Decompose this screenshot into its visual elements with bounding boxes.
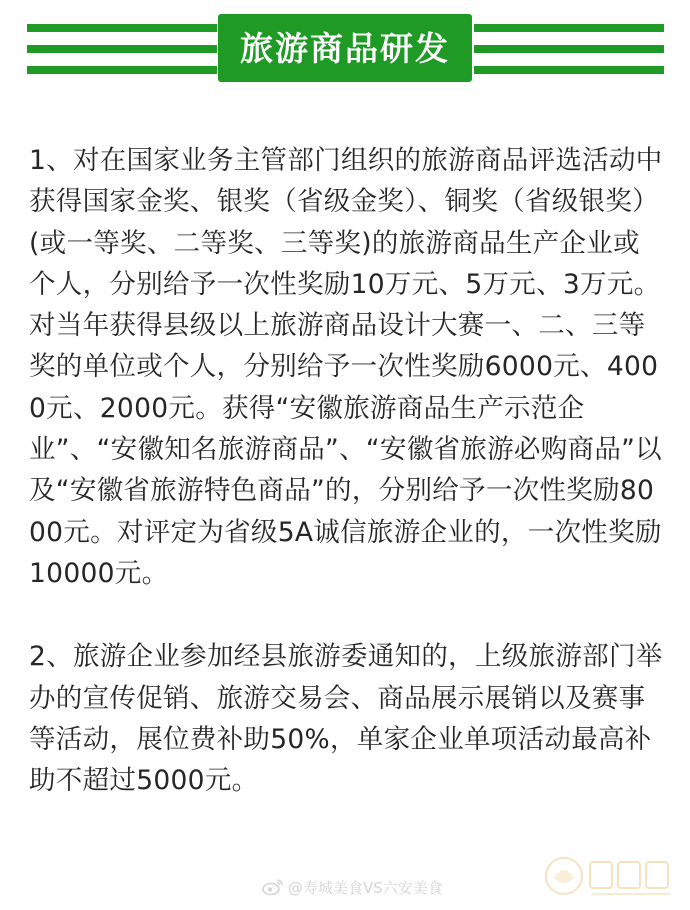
decorative-stripe xyxy=(27,24,217,32)
article-body xyxy=(29,140,665,801)
section-header-banner xyxy=(0,14,690,84)
section-title: 旅游商品研发 xyxy=(240,28,450,68)
section-title-box xyxy=(218,14,472,82)
weibo-watermark xyxy=(262,875,443,899)
weibo-icon xyxy=(262,878,284,896)
decorative-stripe xyxy=(474,66,664,74)
decorative-stripe xyxy=(27,45,217,53)
weibo-watermark-text: @寿城美食VS六安美食 xyxy=(288,878,443,897)
faded-logo-watermark xyxy=(540,848,685,903)
decorative-stripe xyxy=(474,45,664,53)
decorative-stripe xyxy=(27,66,217,74)
paragraph-2: 2、旅游企业参加经县旅游委通知的，上级旅游部门举办的宣传促销、旅游交易会、商品展示展销以及赛事等活动，展位费补助50%，单家企业单项活动最高补助不超过5000元。 xyxy=(29,641,663,797)
paragraph-1: 1、对在国家业务主管部门组织的旅游商品评选活动中获得国家金奖、银奖（省级金奖）、铜奖（省级银奖）(或一等奖、二等奖、三等奖)的旅游商品生产企业或个人，分别给予一次性奖励10万元、5万元、3万元。对当年获得县级以上旅游商品设计大赛一、二、三等奖的单位或个人，分别给予一次性奖励6000元、4000元、2000元。获得“安徽旅游商品生产示范企业”、“安徽知名旅游商品”、“安徽省旅游必购商品”以及“安徽省旅游特色商品”的，分别给予一次性奖励8000元。对评定为省级5A诚信旅游企业的，一次性奖励10000元。 xyxy=(29,145,663,589)
decorative-stripe xyxy=(474,24,664,32)
